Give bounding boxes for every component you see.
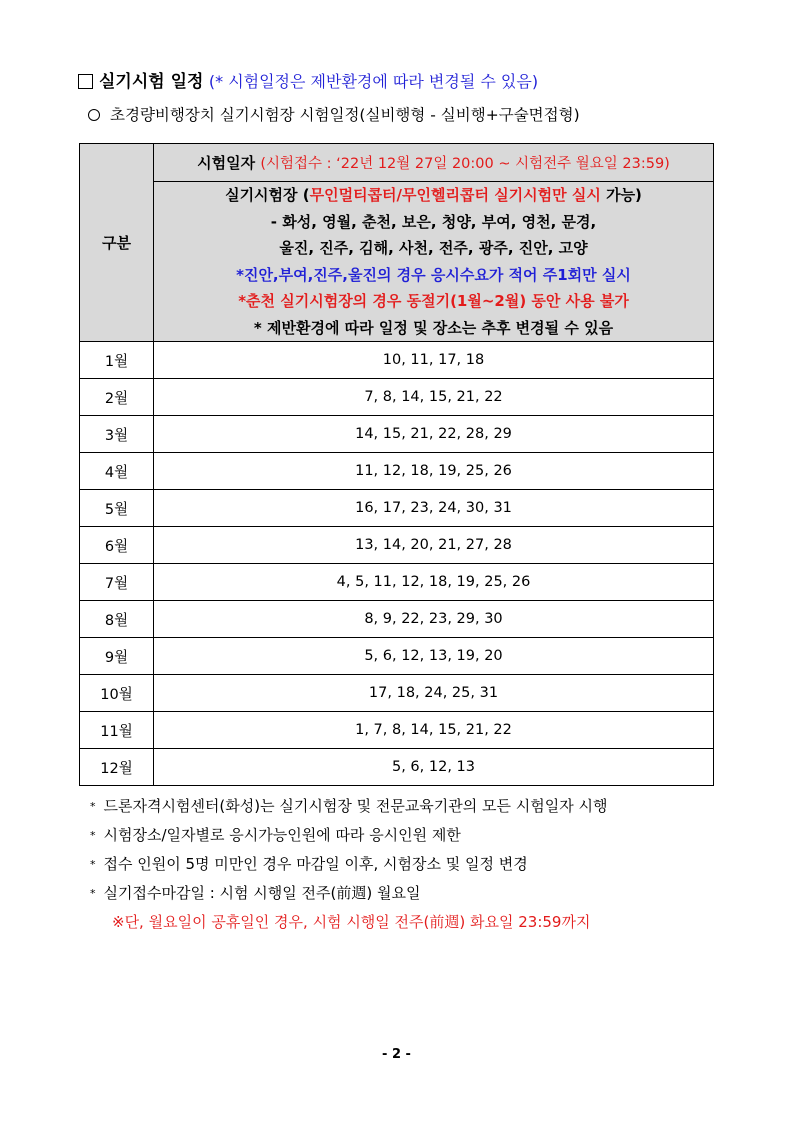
subheading bbox=[88, 104, 580, 126]
table-row bbox=[80, 564, 714, 601]
table-row bbox=[80, 416, 714, 453]
note-text: 실기접수마감일 : 시험 시행일 전주(前週) 월요일 bbox=[103, 884, 421, 902]
asterisk-icon: * bbox=[90, 800, 96, 813]
place-line-4: *진안,부여,진주,울진의 경우 응시수요가 적어 주1회만 실시 bbox=[236, 265, 631, 284]
month-cell: 6월 bbox=[80, 527, 154, 564]
table-row bbox=[80, 712, 714, 749]
table-row bbox=[80, 675, 714, 712]
days-cell: 10, 11, 17, 18 bbox=[154, 342, 714, 379]
header-row-date bbox=[80, 144, 714, 182]
date-header bbox=[154, 144, 714, 182]
month-cell: 2월 bbox=[80, 379, 154, 416]
asterisk-icon: * bbox=[90, 858, 96, 871]
schedule-table bbox=[79, 143, 714, 786]
days-cell: 5, 6, 12, 13, 19, 20 bbox=[154, 638, 714, 675]
place-line-1-prefix: 실기시험장 ( bbox=[225, 186, 310, 204]
page-number: - 2 - bbox=[382, 1047, 411, 1062]
section-heading bbox=[78, 70, 538, 94]
table-row bbox=[80, 490, 714, 527]
place-line-1 bbox=[154, 182, 713, 209]
month-cell: 9월 bbox=[80, 638, 154, 675]
month-cell: 12월 bbox=[80, 749, 154, 786]
table-row bbox=[80, 749, 714, 786]
days-cell: 14, 15, 21, 22, 28, 29 bbox=[154, 416, 714, 453]
month-cell: 7월 bbox=[80, 564, 154, 601]
place-line-1-suffix: 가능) bbox=[600, 186, 642, 204]
place-line-6: * 제반환경에 따라 일정 및 장소는 추후 변경될 수 있음 bbox=[253, 318, 614, 337]
month-cell: 1월 bbox=[80, 342, 154, 379]
note-text: 접수 인원이 5명 미만인 경우 마감일 이후, 시험장소 및 일정 변경 bbox=[103, 855, 528, 873]
place-header bbox=[154, 182, 714, 342]
days-cell: 7, 8, 14, 15, 21, 22 bbox=[154, 379, 714, 416]
month-cell: 3월 bbox=[80, 416, 154, 453]
section-title: 실기시험 일정 bbox=[99, 72, 204, 92]
days-cell: 11, 12, 18, 19, 25, 26 bbox=[154, 453, 714, 490]
month-cell: 11월 bbox=[80, 712, 154, 749]
circle-bullet-icon bbox=[88, 109, 100, 121]
header-row-place bbox=[80, 182, 714, 342]
table-row bbox=[80, 379, 714, 416]
month-cell: 4월 bbox=[80, 453, 154, 490]
month-cell: 8월 bbox=[80, 601, 154, 638]
note-text: 시험장소/일자별로 응시가능인원에 따라 응시인원 제한 bbox=[103, 826, 461, 844]
days-cell: 5, 6, 12, 13 bbox=[154, 749, 714, 786]
days-cell: 13, 14, 20, 21, 27, 28 bbox=[154, 527, 714, 564]
date-header-label: 시험일자 bbox=[197, 154, 256, 172]
note-item bbox=[90, 821, 608, 850]
section-note: (* 시험일정은 제반환경에 따라 변경될 수 있음) bbox=[208, 72, 539, 91]
table-row bbox=[80, 342, 714, 379]
note-item bbox=[90, 850, 608, 879]
table-row bbox=[80, 527, 714, 564]
place-line-5: *춘천 실기시험장의 경우 동절기(1월~2월) 동안 사용 불가 bbox=[238, 292, 629, 310]
days-cell: 16, 17, 23, 24, 30, 31 bbox=[154, 490, 714, 527]
date-header-note: (시험접수 : ‘22년 12월 27일 20:00 ~ 시험전주 월요일 23:59) bbox=[260, 156, 670, 172]
month-cell: 5월 bbox=[80, 490, 154, 527]
place-line-3: 울진, 진주, 김해, 사천, 전주, 광주, 진안, 고양 bbox=[279, 239, 588, 257]
checkbox-square-icon bbox=[78, 74, 93, 89]
table-row bbox=[80, 638, 714, 675]
days-cell: 4, 5, 11, 12, 18, 19, 25, 26 bbox=[154, 564, 714, 601]
notes-list bbox=[90, 792, 608, 937]
gubun-header: 구분 bbox=[80, 144, 154, 342]
table-row bbox=[80, 453, 714, 490]
place-line-1-red: 무인멀티콥터/무인헬리콥터 실기시험만 실시 bbox=[309, 186, 601, 204]
place-line-2: - 화성, 영월, 춘천, 보은, 청양, 부여, 영천, 문경, bbox=[270, 212, 597, 231]
asterisk-icon: * bbox=[90, 887, 96, 900]
days-cell: 17, 18, 24, 25, 31 bbox=[154, 675, 714, 712]
subheading-text: 초경량비행장치 실기시험장 시험일정(실비행형 - 실비행+구술면접형) bbox=[110, 106, 580, 124]
table-row bbox=[80, 601, 714, 638]
days-cell: 8, 9, 22, 23, 29, 30 bbox=[154, 601, 714, 638]
note-red: ※단, 월요일이 공휴일인 경우, 시험 시행일 전주(前週) 화요일 23:59까지 bbox=[112, 913, 591, 931]
days-cell: 1, 7, 8, 14, 15, 21, 22 bbox=[154, 712, 714, 749]
asterisk-icon: * bbox=[90, 829, 96, 842]
month-cell: 10월 bbox=[80, 675, 154, 712]
note-item bbox=[90, 792, 608, 821]
note-text: 드론자격시험센터(화성)는 실기시험장 및 전문교육기관의 모든 시험일자 시행 bbox=[103, 797, 608, 815]
note-item bbox=[90, 879, 608, 908]
